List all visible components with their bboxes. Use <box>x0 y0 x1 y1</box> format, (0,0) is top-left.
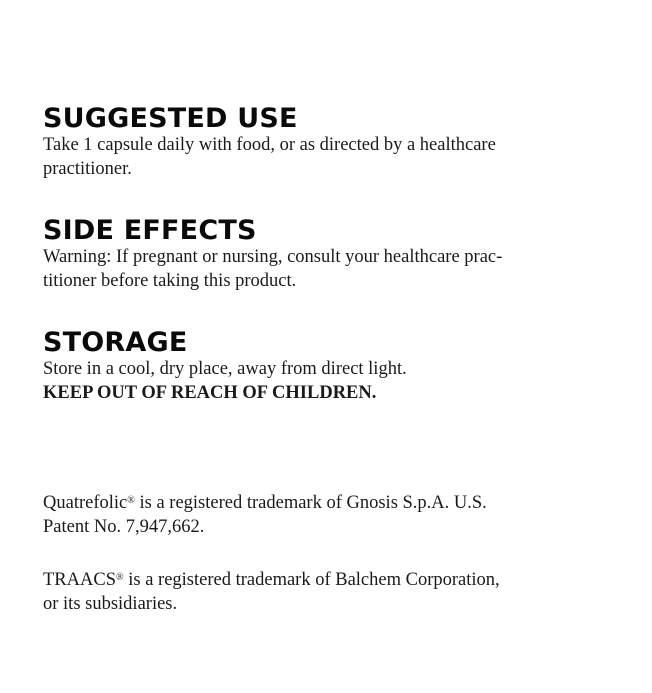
storage-text <box>43 358 603 405</box>
traacs-line-2: or its subsidiaries. <box>43 593 178 614</box>
traacs-name: TRAACS <box>43 570 116 590</box>
registered-mark: ® <box>116 572 124 583</box>
suggested-use-heading: SUGGESTED USE <box>43 103 298 134</box>
traacs-line-1: is a registered trademark of Balchem Corporation, <box>123 570 500 590</box>
quatrefolic-line-2: Patent No. 7,947,662. <box>43 516 205 537</box>
storage-section <box>43 328 603 405</box>
side-effects-line-1: Warning: If pregnant or nursing, consult your healthcare prac- <box>43 247 503 267</box>
quatrefolic-name: Quatrefolic <box>43 493 128 513</box>
quatrefolic-line-1: is a registered trademark of Gnosis S.p.A. U.S. <box>134 493 487 513</box>
side-effects-line-2: titioner before taking this product. <box>43 270 297 291</box>
side-effects-section <box>43 216 603 293</box>
registered-mark: ® <box>127 495 135 506</box>
keep-out-of-reach-warning: KEEP OUT OF REACH OF CHILDREN. <box>43 382 377 403</box>
suggested-use-line-2: practitioner. <box>43 158 132 179</box>
side-effects-text <box>43 246 603 293</box>
storage-heading: STORAGE <box>43 327 188 358</box>
storage-line-1: Store in a cool, dry place, away from direct light. <box>43 359 407 379</box>
suggested-use-line-1: Take 1 capsule daily with food, or as directed by a healthcare <box>43 135 496 155</box>
suggested-use-section <box>43 104 603 181</box>
quatrefolic-trademark-note <box>43 489 603 539</box>
suggested-use-text <box>43 134 603 181</box>
side-effects-heading: SIDE EFFECTS <box>43 215 257 246</box>
traacs-trademark-note <box>43 566 603 616</box>
